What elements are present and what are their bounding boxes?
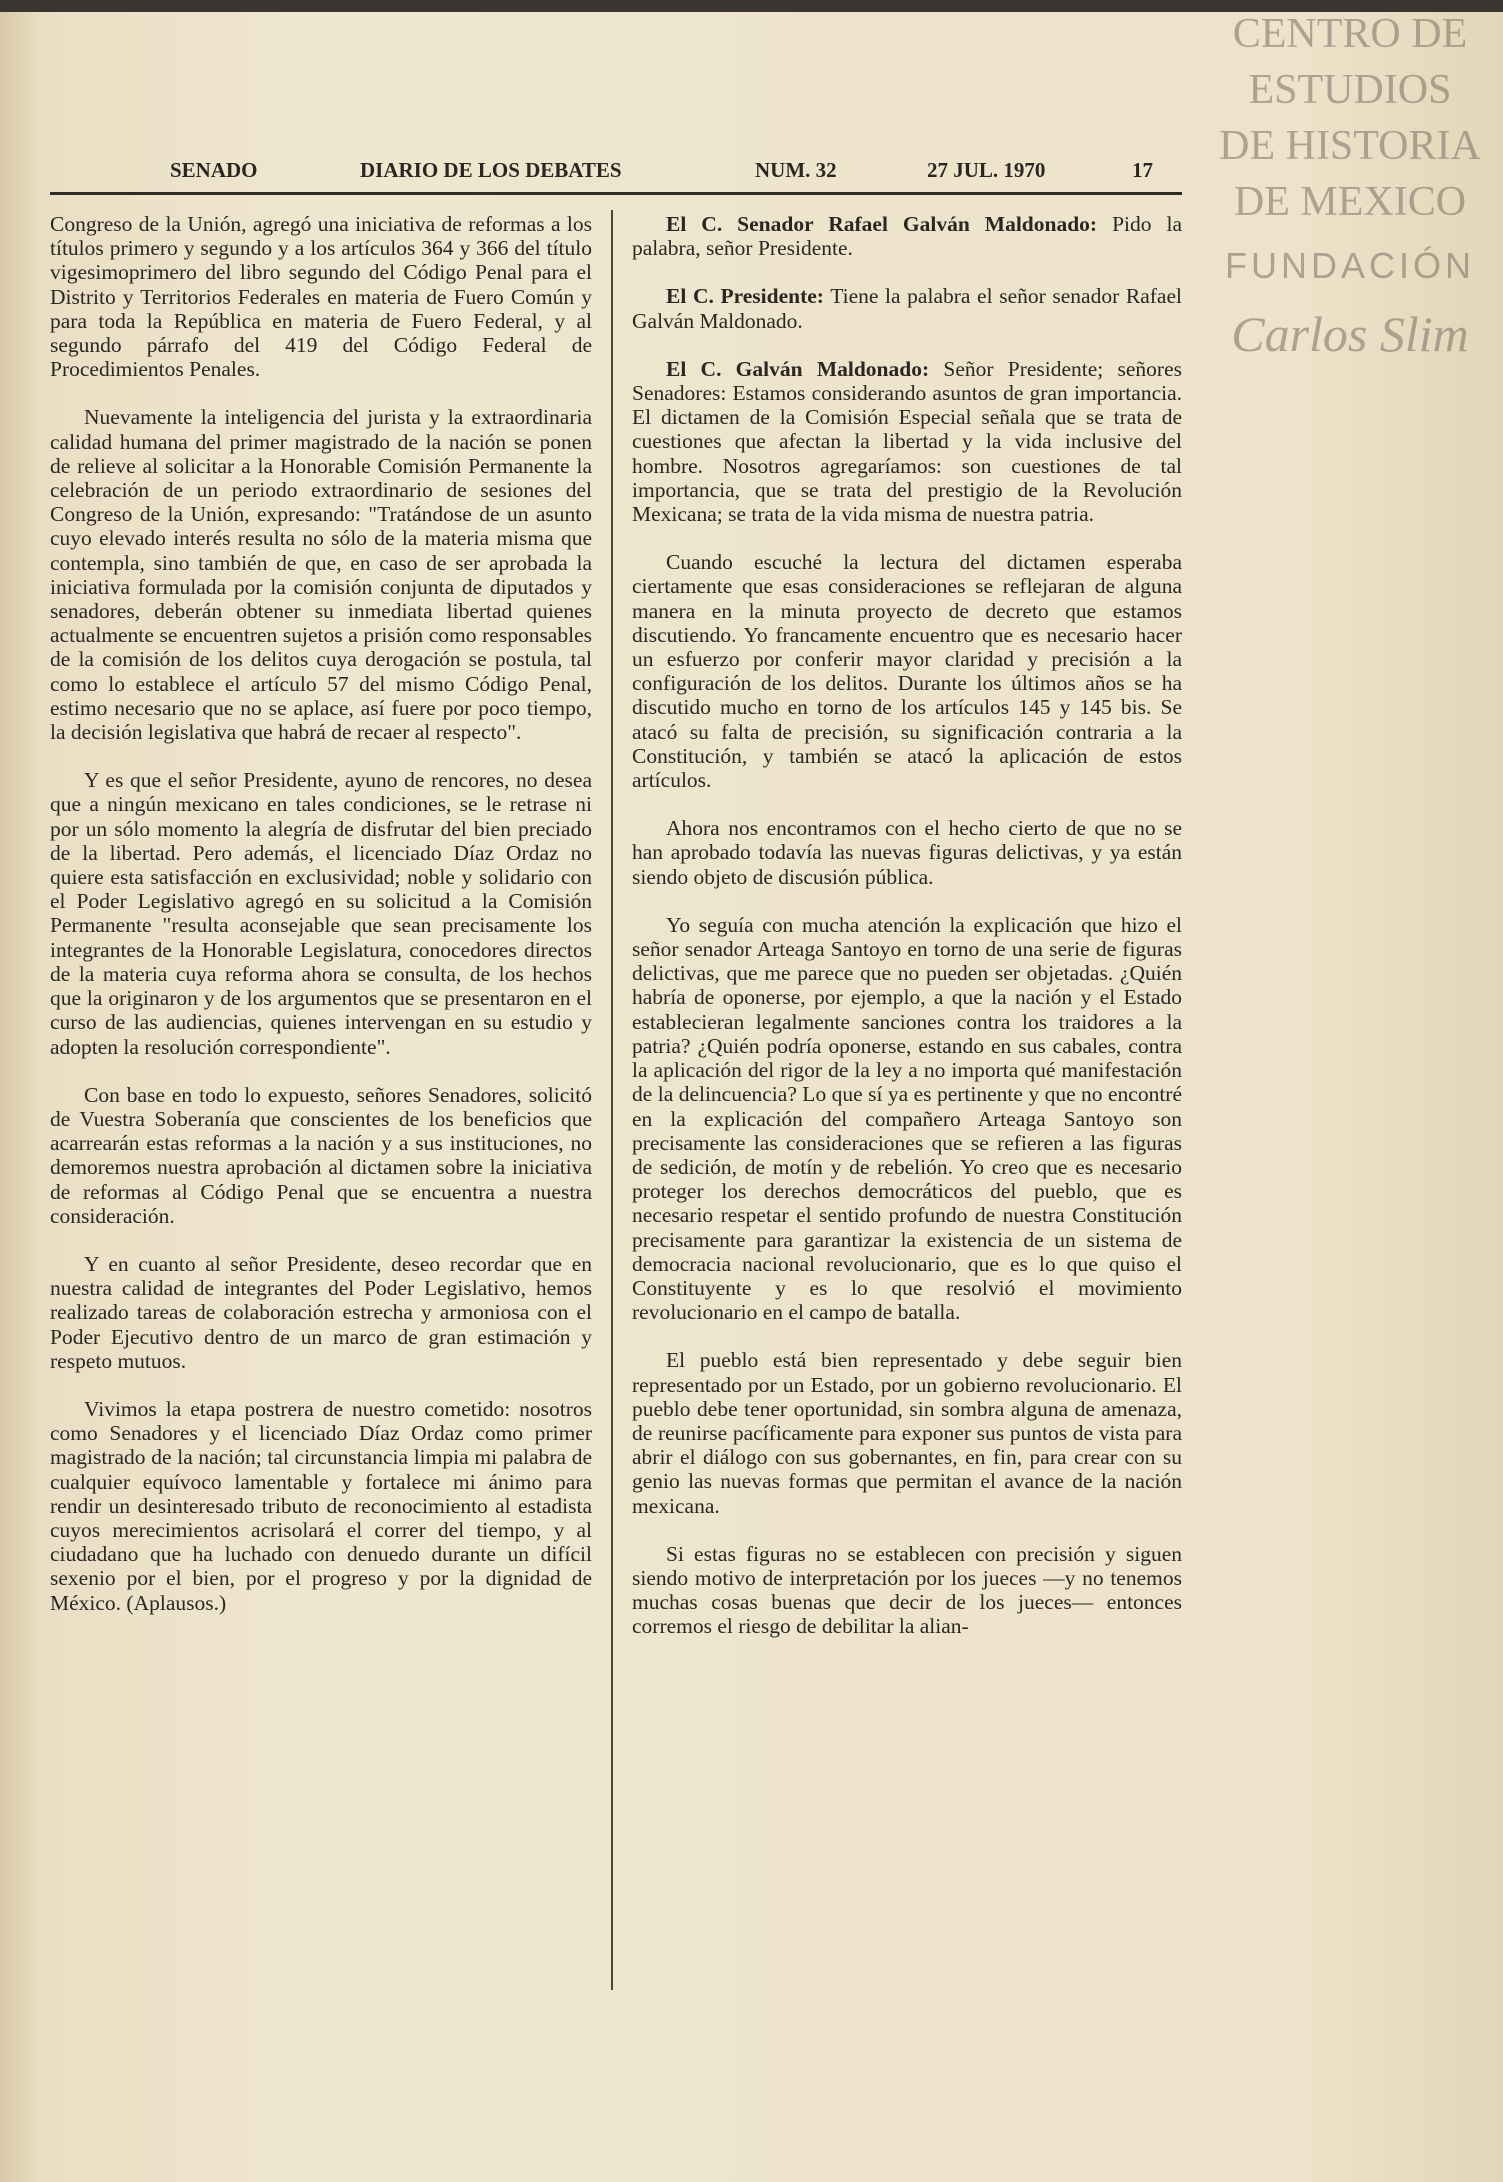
speech-paragraph [632,284,1182,332]
watermark-foundation: FUNDACIÓN [1225,245,1475,286]
column-divider [611,210,613,1990]
speech-text: Señor Presidente; señores Senadores: Estamos considerando asuntos de gran importancia. El dictamen de la Comisión Especial señala que se trata de cuestiones que afectan la libertad y la vida inclusive del hombre. Nosotros agregaríamos: son cuestiones de tal importancia, que se trata del prestigio de la Revolución Mexicana; se trata de la vida misma de nuestra patria. [632,356,1182,527]
paragraph: Y es que el señor Presidente, ayuno de rencores, no desea que a ningún mexicano en tales condiciones, se le retrase ni por un sólo momento la alegría de disfrutar del bien preciado de la libertad. Pero además, el licenciado Díaz Ordaz no quiere esta satisfacción en exclusividad; noble y solidario con el Poder Legislativo agregó en su solicitud a la Comisión Permanente "resulta aconsejable que sean precisamente los integrantes de la Honorable Legislatura, conocedores directos de la materia cuya reforma ahora se consulta, de los hechos que la originaron y de los argumentos que se presentaron en el curso de las audiencias, quienes intervengan en su estudio y adopten la resolución correspondiente". [50,768,592,1059]
watermark-line: DE HISTORIA [1219,123,1481,169]
speech-paragraph [632,212,1182,260]
paragraph: Con base en todo lo expuesto, señores Senadores, solicitó de Vuestra Soberanía que conscientes de los beneficios que acarrearán estas reformas a la nación y a sus instituciones, no demoremos nuestra aprobación al dictamen sobre la iniciativa de reformas al Código Penal que se encuentra a nuestra consideración. [50,1082,592,1228]
paragraph: Y en cuanto al señor Presidente, deseo recordar que en nuestra calidad de integrantes del Poder Legislativo, hemos realizado tareas de colaboración estrecha y armoniosa con el Poder Ejecutivo dentro de un marco de gran estimación y respeto mutuos. [50,1251,592,1373]
header-page-number: 17 [1132,158,1153,182]
watermark-line: DE MEXICO [1233,179,1467,225]
speaker-name: El C. Presidente: [666,284,824,309]
paragraph: Vivimos la etapa postrera de nuestro cometido: nosotros como Senadores y el licenciado Díaz Ordaz como primer magistrado de la nación; tal circunstancia limpia mi palabra de cualquier equívoco lamentable y fortalece mi ánimo para rendir un desinteresado tributo de reconocimiento al estadista cuyos merecimientos acrisolará el correr del tiempo, y al ciudadano que ha luchado con denuedo durante un difícil sexenio por el bien, por el progreso y por la dignidad de México. (Aplausos.) [50,1396,592,1615]
header-publication: DIARIO DE LOS DEBATES [360,158,622,182]
watermark-signature: Carlos Slim [1231,306,1469,362]
speaker-name: El C. Senador Rafael Galván Maldonado: [666,212,1098,236]
header-date: 27 JUL. 1970 [927,158,1046,182]
speech-text: Pido la palabra, señor Presidente. [632,212,1182,261]
left-column [50,212,592,1639]
paragraph: Cuando escuché la lectura del dictamen esperaba ciertamente que esas consideraciones se reflejaran de alguna manera en la minuta proyecto de decreto que estamos discutiendo. Yo francamente encuentro que es necesario hacer un esfuerzo por conferir mayor claridad y precisión a la configuración de los delitos. Durante los últimos años se ha discutido mucho en torno de los artículos 145 y 145 bis. Se atacó su falta de precisión, su significación contraria a la Constitución, y también se atacó la aplicación de estos artículos. [632,550,1182,793]
header-section: SENADO [170,158,258,182]
watermark-institution [1205,6,1495,230]
speaker-name: El C. Galván Maldonado: [666,356,930,381]
paragraph: Si estas figuras no se establecen con precisión y siguen siendo motivo de interpretación por los jueces —y no tenemos muchas cosas buenas que decir de los jueces— entonces corremos el riesgo de debilitar la alian- [632,1541,1182,1639]
speech-paragraph [632,357,1182,526]
paragraph: El pueblo está bien representado y debe seguir bien representado por un Estado, por un gobierno revolucionario. El pueblo debe tener oportunidad, sin sombra alguna de amenaza, de reunirse pacíficamente para exponer sus puntos de vista para abrir el diálogo con sus gobernantes, en fin, para crear con su genio las nuevas formas que permitan el avance de la nación mexicana. [632,1348,1182,1518]
speech-text: Tiene la palabra el señor senador Rafael Galván Maldonado. [632,284,1182,333]
paragraph: Nuevamente la inteligencia del jurista y la extraordinaria calidad humana del primer magistrado de la nación se ponen de relieve al solicitar a la Honorable Comisión Permanente la celebración de un periodo extraordinario de sesiones del Congreso de la Unión, expresando: "Tratándose de un asunto cuyo elevado interés resulta no sólo de la materia misma que contempla, sino también de que, en caso de ser aprobada la iniciativa formulada por la comisión conjunta de diputados y senadores, deberán obtener su inmediata libertad quienes actualmente se encuentren sujetos a prisión como responsables de la comisión de los delitos cuya derogación se postula, tal como lo establece el artículo 57 del mismo Código Penal, estimo necesario que no se aplace, así fuere por poco tiempo, la decisión legislativa que habrá de recaer al respecto". [50,405,592,745]
watermark-line: CENTRO DE [1232,11,1468,57]
paragraph: Yo seguía con mucha atención la explicación que hizo el señor senador Arteaga Santoyo en torno de una serie de figuras delictivas, que me parece que no pueden ser objetadas. ¿Quién habría de oponerse, por ejemplo, a que la nación y el Estado establecieran legalmente sanciones contra los traidores a la patria? ¿Quién podría oponerse, estando en sus cabales, contra la aplicación del rigor de la ley a no importa qué manifestación de la delincuencia? Lo que sí ya es pertinente y que no encontré en la explicación del compañero Arteaga Santoyo son precisamente las consideraciones que se refieren a las figuras de sedición, de motín y de rebelión. Yo creo que es necesario proteger los derechos democráticos del pueblo, que es necesario respetar el sentido profundo de nuestra Constitución precisamente para garantizar la existencia de un sistema de democracia nacional revolucionario, que es lo que quiso el Constituyente y es lo que resolvió el movimiento revolucionario en el campo de batalla. [632,912,1182,1325]
header-rule [50,192,1182,195]
page-header [170,158,1160,188]
header-number: NUM. 32 [755,158,837,182]
paragraph: Ahora nos encontramos con el hecho cierto de que no se han aprobado todavía las nuevas figuras delictivas, y ya están siendo objeto de discusión pública. [632,816,1182,889]
paragraph: Congreso de la Unión, agregó una iniciativa de reformas a los títulos primero y segundo y a los artículos 364 y 366 del título vigesimoprimero del libro segundo del Código Penal para el Distrito y Territorios Federales en materia de Fuero Común y para toda la República en materia de Fuero Federal, y al segundo párrafo del 419 del Código Federal de Procedimientos Penales. [50,212,592,382]
watermark-line: ESTUDIOS [1248,67,1452,113]
right-column [632,212,1182,1663]
